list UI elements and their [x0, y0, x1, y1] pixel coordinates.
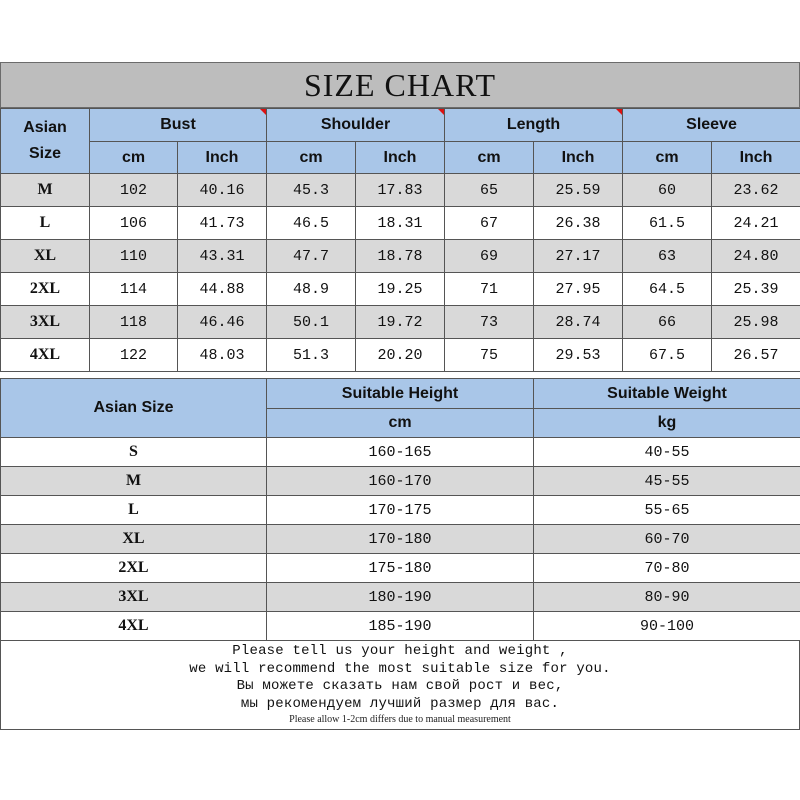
value-cell: 48.9	[267, 273, 356, 306]
value-cell: 110	[90, 240, 178, 273]
value-cell: 63	[623, 240, 712, 273]
fit-size-header: Asian Size	[1, 379, 267, 438]
value-cell: 50.1	[267, 306, 356, 339]
value-cell: 27.17	[534, 240, 623, 273]
height-unit-header: cm	[267, 409, 534, 438]
value-cell: 44.88	[178, 273, 267, 306]
value-cell: 67	[445, 207, 534, 240]
unit-header: cm	[267, 142, 356, 174]
unit-header: Inch	[534, 142, 623, 174]
size-cell: L	[1, 496, 267, 525]
value-cell: 25.98	[712, 306, 800, 339]
height-header: Suitable Height	[267, 379, 534, 409]
size-chart-sheet	[0, 62, 800, 730]
weight-header: Suitable Weight	[534, 379, 800, 409]
value-cell: 75	[445, 339, 534, 372]
table-row	[1, 583, 800, 612]
value-cell: 60	[623, 174, 712, 207]
value-cell: 118	[90, 306, 178, 339]
value-cell: 20.20	[356, 339, 445, 372]
size-cell: M	[1, 174, 90, 207]
notes-section	[0, 641, 800, 730]
unit-header: Inch	[712, 142, 800, 174]
table-row	[1, 306, 800, 339]
note-russian-2: мы рекомендуем лучший размер для вас.	[240, 695, 560, 712]
value-cell: 28.74	[534, 306, 623, 339]
size-column-header	[1, 109, 90, 174]
unit-header: Inch	[178, 142, 267, 174]
table-row	[1, 207, 800, 240]
height-cell: 160-170	[267, 467, 534, 496]
unit-header: Inch	[356, 142, 445, 174]
height-cell: 160-165	[267, 438, 534, 467]
measurement-table	[0, 108, 800, 372]
table-row	[1, 273, 800, 306]
value-cell: 25.59	[534, 174, 623, 207]
size-cell: 3XL	[1, 583, 267, 612]
value-cell: 46.46	[178, 306, 267, 339]
unit-header: cm	[90, 142, 178, 174]
value-cell: 71	[445, 273, 534, 306]
value-cell: 43.31	[178, 240, 267, 273]
value-cell: 47.7	[267, 240, 356, 273]
size-cell: 4XL	[1, 339, 90, 372]
height-cell: 180-190	[267, 583, 534, 612]
value-cell: 102	[90, 174, 178, 207]
note-russian-1: Вы можете сказать нам свой рост и вес,	[236, 678, 564, 694]
group-header-sleeve: Sleeve	[623, 109, 800, 142]
group-header-shoulder: Shoulder	[267, 109, 445, 142]
value-cell: 18.78	[356, 240, 445, 273]
value-cell: 24.80	[712, 240, 800, 273]
table-row	[1, 525, 800, 554]
value-cell: 48.03	[178, 339, 267, 372]
value-cell: 26.57	[712, 339, 800, 372]
size-cell: 2XL	[1, 554, 267, 583]
note-english-1: Please tell us your height and weight ,	[232, 643, 568, 659]
weight-cell: 45-55	[534, 467, 800, 496]
weight-cell: 40-55	[534, 438, 800, 467]
table-row	[1, 438, 800, 467]
table-row	[1, 339, 800, 372]
value-cell: 65	[445, 174, 534, 207]
value-cell: 46.5	[267, 207, 356, 240]
value-cell: 64.5	[623, 273, 712, 306]
table-row	[1, 174, 800, 207]
value-cell: 19.72	[356, 306, 445, 339]
weight-cell: 55-65	[534, 496, 800, 525]
weight-cell: 60-70	[534, 525, 800, 554]
weight-unit-header: kg	[534, 409, 800, 438]
value-cell: 17.83	[356, 174, 445, 207]
value-cell: 27.95	[534, 273, 623, 306]
height-cell: 170-175	[267, 496, 534, 525]
weight-cell: 80-90	[534, 583, 800, 612]
weight-cell: 70-80	[534, 554, 800, 583]
fit-table-body	[1, 438, 800, 641]
value-cell: 18.31	[356, 207, 445, 240]
value-cell: 122	[90, 339, 178, 372]
table-row	[1, 467, 800, 496]
value-cell: 45.3	[267, 174, 356, 207]
unit-header: cm	[623, 142, 712, 174]
value-cell: 51.3	[267, 339, 356, 372]
group-header-length: Length	[445, 109, 623, 142]
size-cell: 3XL	[1, 306, 90, 339]
value-cell: 61.5	[623, 207, 712, 240]
value-cell: 25.39	[712, 273, 800, 306]
measurement-table-body	[1, 174, 800, 372]
table-row	[1, 496, 800, 525]
value-cell: 40.16	[178, 174, 267, 207]
value-cell: 23.62	[712, 174, 800, 207]
value-cell: 114	[90, 273, 178, 306]
value-cell: 29.53	[534, 339, 623, 372]
value-cell: 26.38	[534, 207, 623, 240]
size-column-header-label: Asian Size	[23, 119, 67, 162]
fit-table	[0, 378, 800, 641]
table-row	[1, 240, 800, 273]
value-cell: 66	[623, 306, 712, 339]
weight-cell: 90-100	[534, 612, 800, 641]
size-chart-title: SIZE CHART	[0, 62, 800, 108]
height-cell: 170-180	[267, 525, 534, 554]
value-cell: 106	[90, 207, 178, 240]
value-cell: 73	[445, 306, 534, 339]
size-cell: 2XL	[1, 273, 90, 306]
value-cell: 19.25	[356, 273, 445, 306]
size-cell: M	[1, 467, 267, 496]
size-cell: 4XL	[1, 612, 267, 641]
value-cell: 69	[445, 240, 534, 273]
value-cell: 67.5	[623, 339, 712, 372]
table-row	[1, 612, 800, 641]
height-cell: 175-180	[267, 554, 534, 583]
size-cell: S	[1, 438, 267, 467]
note-english-2: we will recommend the most suitable size for you.	[189, 660, 611, 677]
value-cell: 24.21	[712, 207, 800, 240]
size-cell: L	[1, 207, 90, 240]
size-cell: XL	[1, 525, 267, 554]
measurement-disclaimer: Please allow 1-2cm differs due to manual measurement	[289, 714, 511, 725]
unit-header: cm	[445, 142, 534, 174]
size-cell: XL	[1, 240, 90, 273]
value-cell: 41.73	[178, 207, 267, 240]
table-row	[1, 554, 800, 583]
group-header-bust: Bust	[90, 109, 267, 142]
height-cell: 185-190	[267, 612, 534, 641]
